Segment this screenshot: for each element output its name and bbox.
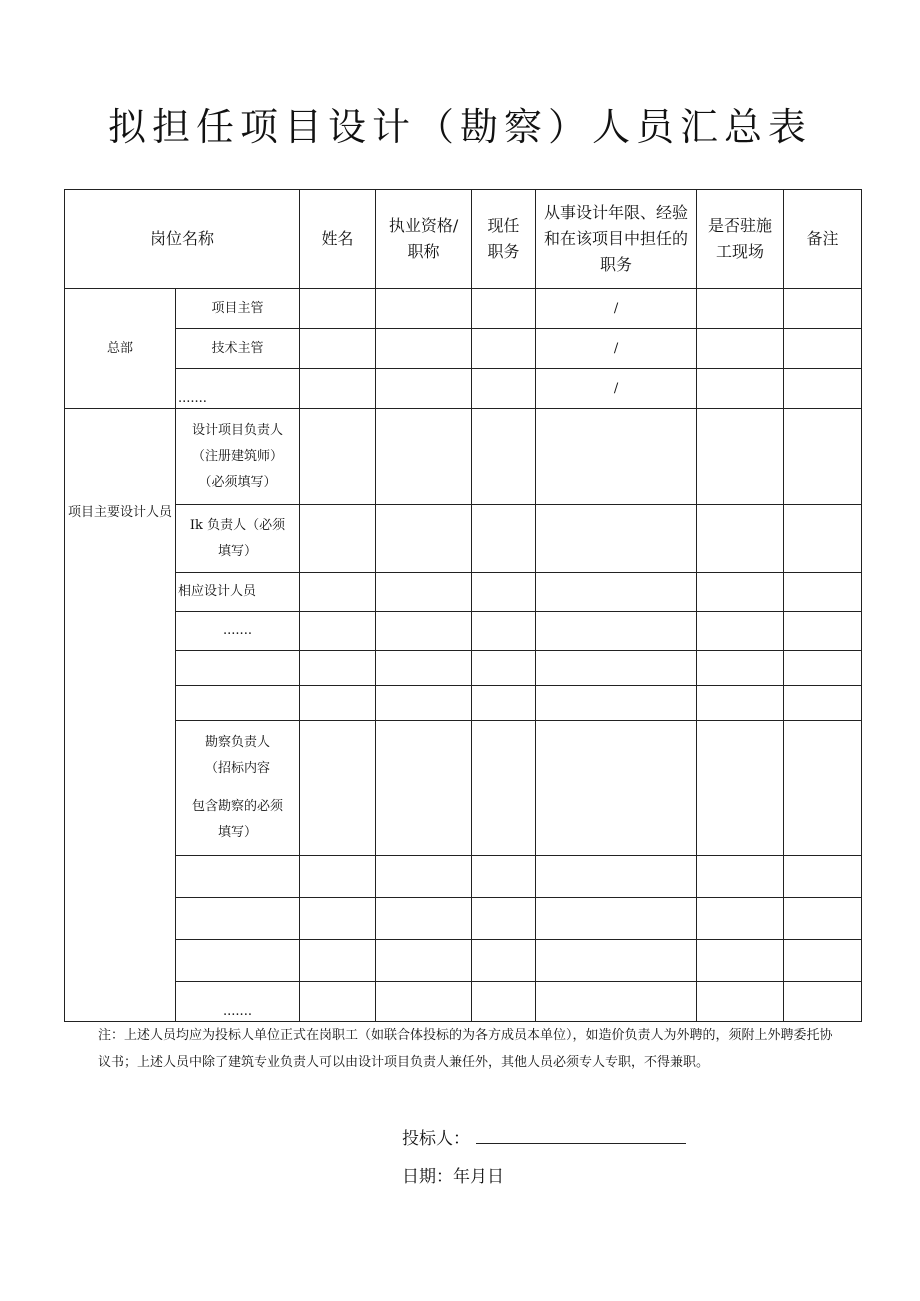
hq-input-cell[interactable] (376, 289, 472, 329)
bidder-label: 投标人： (402, 1129, 470, 1149)
document-title: 拟担任项目设计（勘察）人员汇总表 (107, 105, 812, 149)
design-input-cell[interactable] (784, 573, 862, 612)
design-input-cell[interactable] (697, 409, 784, 505)
design-input-cell[interactable] (536, 721, 697, 856)
design-input-cell[interactable] (536, 505, 697, 573)
design-input-cell[interactable] (536, 409, 697, 505)
design-role-line: （必须填写） (198, 474, 277, 490)
design-row (65, 409, 862, 505)
design-role-line: 相应设计人员 (178, 584, 257, 599)
design-input-cell[interactable] (300, 505, 376, 573)
hq-row (65, 289, 862, 329)
design-input-cell[interactable] (536, 651, 697, 686)
design-input-cell[interactable] (300, 651, 376, 686)
design-role-line: 填写） (218, 543, 258, 559)
design-role-line: ....... (223, 623, 252, 638)
hq-input-cell[interactable] (300, 329, 376, 369)
hq-role: 技术主管 (176, 329, 300, 369)
design-role (176, 573, 300, 612)
design-role (176, 721, 300, 856)
hq-input-cell[interactable] (472, 369, 536, 409)
design-input-cell[interactable] (697, 686, 784, 721)
design-role-line: （注册建筑师） (192, 448, 284, 464)
hq-experience: / (536, 369, 697, 409)
design-row (65, 612, 862, 651)
bidder-signature (402, 1124, 686, 1149)
design-role (176, 612, 300, 651)
design-input-cell[interactable] (697, 651, 784, 686)
design-input-cell[interactable] (784, 940, 862, 982)
design-input-cell[interactable] (300, 686, 376, 721)
design-role-line: ....... (223, 1004, 252, 1019)
design-input-cell[interactable] (376, 409, 472, 505)
design-input-cell[interactable] (697, 982, 784, 1022)
personnel-summary-table (64, 189, 862, 1022)
header-experience: 从事设计年限、经验和在该项目中担任的职务 (536, 190, 697, 289)
design-group-label: 项目主要设计人员 (65, 409, 176, 1022)
design-role-line: 设计项目负责人 (192, 422, 284, 438)
design-input-cell[interactable] (536, 856, 697, 898)
date-line (402, 1162, 504, 1187)
design-input-cell[interactable] (300, 856, 376, 898)
design-role-line: 包含勘察的必须 (192, 799, 284, 814)
design-input-cell[interactable] (472, 409, 536, 505)
design-input-cell[interactable] (536, 940, 697, 982)
design-input-cell[interactable] (697, 612, 784, 651)
hq-input-cell[interactable] (697, 369, 784, 409)
design-input-cell[interactable] (697, 721, 784, 856)
header-row (65, 190, 862, 289)
design-input-cell[interactable] (472, 573, 536, 612)
design-input-cell[interactable] (376, 898, 472, 940)
design-input-cell[interactable] (300, 409, 376, 505)
design-input-cell[interactable] (472, 940, 536, 982)
footnote: 注：上述人员均应为投标人单位正式在岗职工（如联合体投标的为各方成员本单位），如造价负责人为外聘的，须附上外聘委托协议书；上述人员中除了建筑专业负责人可以由设计项目负责人兼任外，其他人员必须专人专职，不得兼职。 (98, 1028, 833, 1070)
design-input-cell[interactable] (784, 651, 862, 686)
design-role (176, 505, 300, 573)
design-input-cell[interactable] (784, 898, 862, 940)
design-row (65, 856, 862, 898)
design-input-cell[interactable] (784, 686, 862, 721)
hq-input-cell[interactable] (784, 329, 862, 369)
design-input-cell[interactable] (697, 940, 784, 982)
design-input-cell[interactable] (376, 651, 472, 686)
design-input-cell[interactable] (784, 505, 862, 573)
hq-experience: / (536, 289, 697, 329)
design-role (176, 982, 300, 1022)
design-input-cell[interactable] (376, 686, 472, 721)
hq-input-cell[interactable] (472, 329, 536, 369)
header-remarks: 备注 (784, 190, 862, 289)
design-input-cell[interactable] (376, 612, 472, 651)
design-input-cell[interactable] (376, 940, 472, 982)
hq-input-cell[interactable] (472, 289, 536, 329)
hq-role: 项目主管 (176, 289, 300, 329)
design-input-cell[interactable] (784, 721, 862, 856)
bidder-signature-line[interactable] (476, 1129, 686, 1144)
design-row (65, 573, 862, 612)
header-post-name: 岗位名称 (65, 190, 300, 289)
design-row (65, 940, 862, 982)
design-input-cell[interactable] (697, 898, 784, 940)
design-input-cell[interactable] (536, 686, 697, 721)
design-row (65, 898, 862, 940)
hq-input-cell[interactable] (300, 369, 376, 409)
design-input-cell[interactable] (376, 505, 472, 573)
design-role (176, 898, 300, 940)
design-input-cell[interactable] (472, 612, 536, 651)
date-label: 日期：年月日 (402, 1167, 504, 1187)
design-input-cell[interactable] (472, 686, 536, 721)
header-name: 姓名 (300, 190, 376, 289)
hq-input-cell[interactable] (697, 329, 784, 369)
design-input-cell[interactable] (784, 612, 862, 651)
design-input-cell[interactable] (472, 721, 536, 856)
design-input-cell[interactable] (300, 898, 376, 940)
design-input-cell[interactable] (697, 573, 784, 612)
design-input-cell[interactable] (536, 982, 697, 1022)
design-role (176, 856, 300, 898)
design-input-cell[interactable] (376, 982, 472, 1022)
design-role-line: 填写） (218, 825, 258, 840)
hq-row (65, 329, 862, 369)
design-row (65, 505, 862, 573)
design-row (65, 721, 862, 856)
design-input-cell[interactable] (472, 505, 536, 573)
design-input-cell[interactable] (376, 721, 472, 856)
design-role (176, 651, 300, 686)
design-input-cell[interactable] (376, 856, 472, 898)
design-role-line: （招标内容 (205, 761, 271, 776)
header-current-post: 现任职务 (472, 190, 536, 289)
design-role-line: 勘察负责人 (205, 735, 271, 750)
design-input-cell[interactable] (784, 856, 862, 898)
design-row (65, 686, 862, 721)
design-input-cell[interactable] (536, 573, 697, 612)
design-input-cell[interactable] (300, 982, 376, 1022)
hq-input-cell[interactable] (784, 289, 862, 329)
design-row (65, 982, 862, 1022)
design-role-line: Ik 负责人（必须 (189, 517, 286, 533)
design-input-cell[interactable] (300, 721, 376, 856)
design-input-cell[interactable] (472, 982, 536, 1022)
hq-input-cell[interactable] (784, 369, 862, 409)
header-on-site: 是否驻施工现场 (697, 190, 784, 289)
hq-group-label: 总部 (65, 289, 176, 409)
design-input-cell[interactable] (300, 573, 376, 612)
design-input-cell[interactable] (697, 856, 784, 898)
design-role (176, 686, 300, 721)
hq-experience: / (536, 329, 697, 369)
hq-row (65, 369, 862, 409)
design-input-cell[interactable] (300, 612, 376, 651)
hq-role: ....... (176, 369, 300, 409)
design-input-cell[interactable] (697, 505, 784, 573)
design-input-cell[interactable] (472, 898, 536, 940)
design-input-cell[interactable] (784, 982, 862, 1022)
design-input-cell[interactable] (300, 940, 376, 982)
header-qualification: 执业资格/职称 (376, 190, 472, 289)
design-input-cell[interactable] (472, 651, 536, 686)
design-input-cell[interactable] (784, 409, 862, 505)
design-row (65, 651, 862, 686)
design-input-cell[interactable] (536, 612, 697, 651)
hq-input-cell[interactable] (376, 369, 472, 409)
hq-input-cell[interactable] (376, 329, 472, 369)
design-role (176, 940, 300, 982)
design-role (176, 409, 300, 505)
design-input-cell[interactable] (536, 898, 697, 940)
design-input-cell[interactable] (472, 856, 536, 898)
hq-input-cell[interactable] (300, 289, 376, 329)
design-input-cell[interactable] (376, 573, 472, 612)
hq-input-cell[interactable] (697, 289, 784, 329)
